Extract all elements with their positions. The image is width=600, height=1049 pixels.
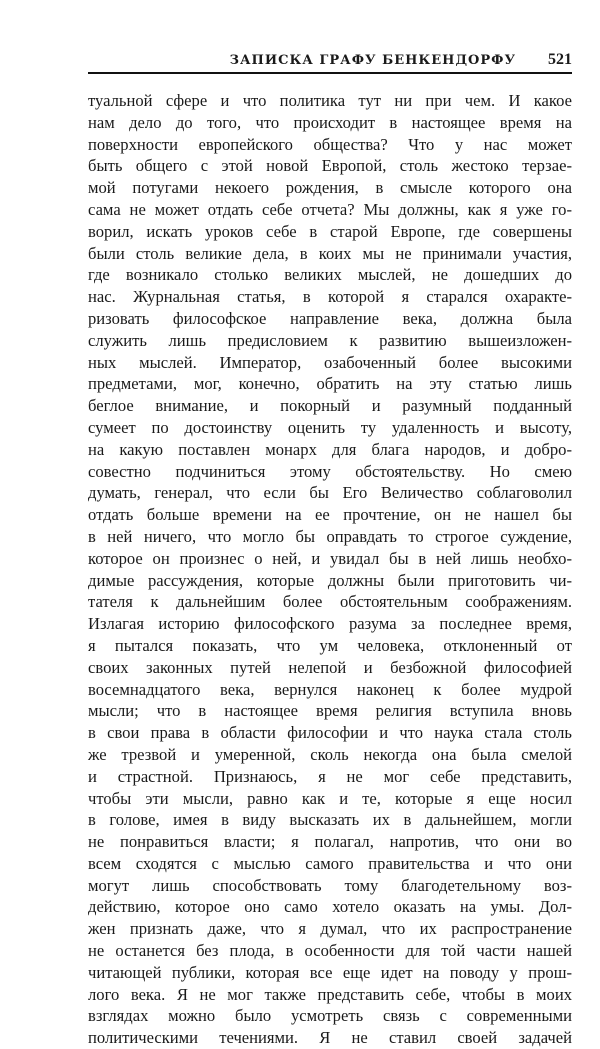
text-line: совестно подчиниться этому обстоятельству. Но смею [88,461,572,481]
text-line: быть общего с этой новой Европой, столь жестоко терзае- [88,156,572,176]
text-line: чтобы эти мысли, равно как и те, которые я еще носил [88,788,572,808]
running-header [88,50,572,74]
text-line: мой потугами некоего рождения, в смысле которого она [88,178,572,198]
text-line: восемнадцатого века, вернулся наконец к более мудрой [88,679,572,699]
text-line: же трезвой и умеренной, сколь некогда она была смелой [88,744,572,764]
text-line: в голове, имея в виду высказать их в дальнейшем, могли [88,810,572,830]
text-line: димые рассуждения, которые должны были приготовить чи- [88,570,572,590]
text-line: ных мыслей. Император, озабоченный более высокими [88,352,572,372]
text-line: жен признать даже, что я думал, что их распространение [88,919,572,939]
text-line: тателя к дальнейшим более обстоятельным соображениям. [88,592,572,612]
page-number: 521 [548,51,572,68]
text-line: думать, генерал, что если бы Его Величество соблаговолил [88,483,572,503]
text-line: где возникало столько великих мыслей, не дошедших до [88,265,572,285]
text-line: нас. Журнальная статья, в которой я старался охаракте- [88,287,572,307]
text-line: туальной сфере и что политика тут ни при чем. И какое [88,91,572,110]
text-line: сама не может отдать себе отчета? Мы должны, как я уже го- [88,199,572,219]
text-line: ворил, искать уроков себе в старой Европе, где совершены [88,221,572,241]
text-line: взглядах можно было усмотреть связь с современными [88,1006,572,1026]
text-line: Излагая историю философского разума за последнее время, [88,614,572,634]
text-line: и страстной. Признаюсь, я не мог себе представить, [88,766,572,786]
text-line: всем сходятся с мыслью самого правительства и что они [88,853,572,873]
text-line: своих законных путей нелепой и безбожной философией [88,657,572,677]
text-line: ризовать философское направление века, должна была [88,308,572,328]
body-text [88,90,572,1049]
text-line: мысли; что в настоящее время религия вступила вновь [88,701,572,721]
text-line: в ней ничего, что могло бы оправдать то строгое суждение, [88,526,572,546]
text-line: на какую поставлен монарх для блага народов, и добро- [88,439,572,459]
text-line: служить лишь предисловием к развитию вышеизложен- [88,330,572,350]
running-title: ЗАПИСКА ГРАФУ БЕНКЕНДОРФУ [229,53,516,68]
text-line: беглое внимание, и покорный и разумный подданный [88,396,572,416]
text-line: в свои права в области философии и что наука стала столь [88,723,572,743]
text-line: лого века. Я не мог также представить себе, чтобы в моих [88,984,572,1004]
text-line: сумеет по достоинству оценить ту удаленность и высоту, [88,417,572,437]
text-line: поверхности европейского общества? Что у нас может [88,134,572,154]
text-line: могут лишь способствовать тому благодетельному воз- [88,875,572,895]
text-line: политическими течениями. Я не ставил своей задачей [88,1028,572,1048]
text-line: отдать больше времени на ее прочтение, он не нашел бы [88,505,572,525]
text-line: не понравиться власти; я полагал, напротив, что они во [88,832,572,852]
text-line: я пытался показать, что ум человека, отклоненный от [88,635,572,655]
text-line: не останется без плода, в особенности для той части нашей [88,941,572,961]
text-line: которое он произнес о ней, и увидал бы в ней лишь необхо- [88,548,572,568]
text-line: читающей публики, которая все еще идет на поводу у прош- [88,962,572,982]
text-line: нам дело до того, что происходит в настоящее время на [88,112,572,132]
text-line: действию, которое оно само хотело оказать на умы. Дол- [88,897,572,917]
text-line: были столь великие дела, в коих мы не принимали участия, [88,243,572,263]
text-line: предметами, мог, конечно, обратить на эту статью лишь [88,374,572,394]
